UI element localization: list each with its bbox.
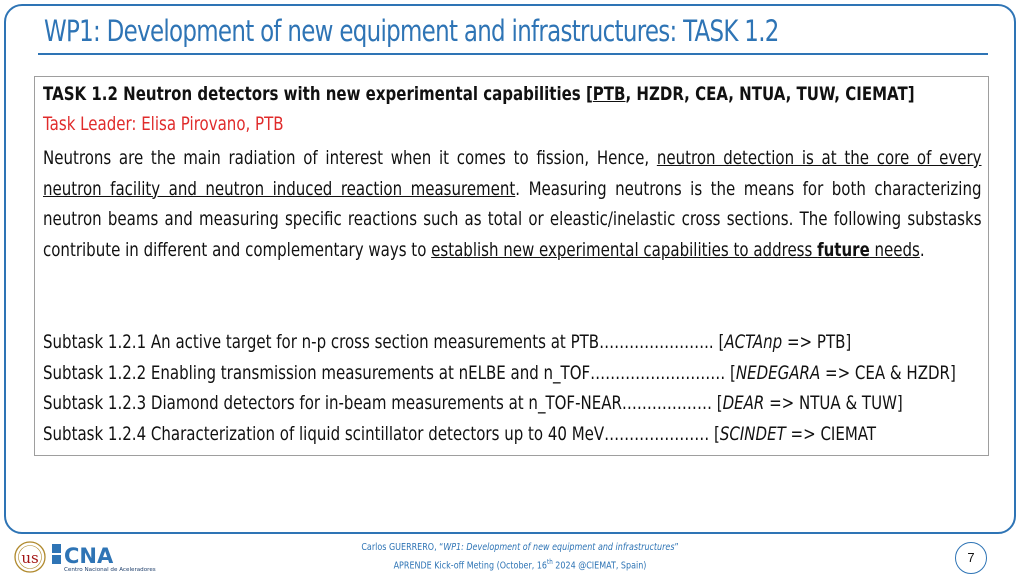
institution-logos [8,538,158,574]
subtask-text: Subtask 1.2.2 Enabling transmission measurements at nELBE and n_TOF……………………… [ [43,361,736,384]
cna-logo-icon [52,544,156,573]
subtask-partners: => CEA & HZDR] [820,361,956,384]
task-leader: Task Leader: Elisa Pirovano, PTB [43,113,284,135]
footer-author: Carlos GUERRERO, “ [361,542,444,553]
subtask-acronym: SCINDET [719,422,786,445]
seal-letters: us [21,549,39,567]
task-description [43,143,982,265]
footer-close-quote: ” [674,542,679,553]
page-number: 7 [955,542,987,574]
para-underline-1: neutron detection is at the core of every neutron facility and neutron induced reaction measurement [43,147,982,200]
subtask-text: Subtask 1.2.1 An active target for n-p cross section measurements at PTB………………….. [ [43,331,725,353]
task-heading-suffix: , HZDR, CEA, NTUA, TUW, CIEMAT] [625,83,915,105]
slide-title: WP1: Development of new equipment and infrastructures: TASK 1.2 [44,14,779,48]
subtask-acronym: NEDEGARA [735,361,821,384]
para-end: . [919,238,925,261]
task-description-box [34,76,989,456]
para-underline-2c: needs [869,238,920,261]
subtask-acronym: ACTAnp [724,331,783,353]
footer-event-sup: th [547,558,553,566]
cna-name: Centro Nacional de Aceleradores [64,567,156,573]
subtask-item [43,388,956,419]
subtask-item [43,358,956,389]
task-heading-ptb: PTB [592,83,626,105]
subtask-item [43,327,956,358]
university-seal-icon [15,542,45,572]
task-heading [43,83,915,105]
para-underline-2a: establish new experimental capabilities to address [431,238,818,261]
footer-citation [344,541,696,573]
subtask-partners: => NTUA & TUW] [764,392,903,415]
footer-event: APRENDE Kick-off Meting (October, 16 [393,560,548,572]
cna-acronym: CNA [64,544,114,568]
para-text-1: Neutrons are the main radiation of interest when it comes to fission, Hence, [43,147,657,169]
subtask-partners: => CIEMAT [785,422,877,445]
subtask-text: Subtask 1.2.3 Diamond detectors for in-beam measurements at n_TOF-NEAR……………… [ [43,392,723,415]
subtask-list [43,327,956,449]
footer-event-suffix: 2024 @CIEMAT, Spain) [552,560,647,572]
subtask-text: Subtask 1.2.4 Characterization of liquid scintillator detectors up to 40 MeV………………… [ [43,422,720,445]
task-heading-prefix: TASK 1.2 Neutron detectors with new experimental capabilities [ [43,83,593,105]
para-underline-future: future [817,238,870,261]
subtask-item [43,419,956,450]
footer-talk-title: WP1: Development of new equipment and infrastructures [443,542,675,553]
title-divider [38,53,988,55]
subtask-partners: => PTB] [782,331,852,353]
subtask-acronym: DEAR [722,392,765,415]
para-text-2: . Measuring neutrons is the means for both characterizing neutron beams and measuring specific reactions such as total or eleastic/inelastic cross sections. The following substasks contribute in different and complementary ways to [43,177,982,261]
